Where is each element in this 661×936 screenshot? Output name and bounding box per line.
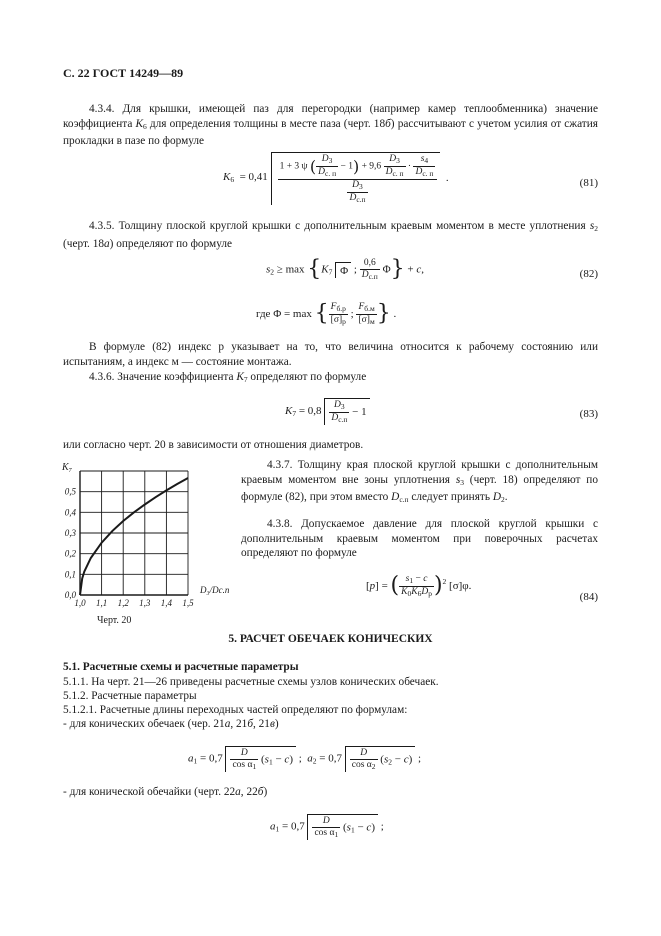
chart-y-tick-label: 0,3 bbox=[64, 528, 76, 538]
chart-x-tick-label: 1,5 bbox=[182, 598, 194, 608]
paragraph-4-3-4: 4.3.4. Для крышки, имеющей паз для перегородки (например камер теплообменника) значение коэффициента $K_6$ для определения толщины в месте паза (черт. 18б) рассчитывают с учетом усилия от сжатия прокладки в пазе по формуле bbox=[63, 103, 598, 148]
chart-x-tick-label: 1,0 bbox=[74, 598, 86, 608]
equation-number-82: (82) bbox=[579, 268, 598, 280]
list-item-cone-22: - для конической обечайки (черт. 22а, 22б) bbox=[63, 786, 268, 798]
chart-y-tick-label: 0,4 bbox=[64, 507, 76, 518]
page-header: С. 22 ГОСТ 14249—89 bbox=[63, 66, 184, 80]
chart-grid bbox=[80, 471, 188, 595]
chart-series-line bbox=[80, 478, 188, 595]
paragraph-4-3-8: 4.3.8. Допускаемое давление для плоской круглой крышки с дополнительным краевым моментом при поверочных расчетах определяют по формуле bbox=[241, 518, 598, 560]
paragraph-5-1-1: 5.1.1. На черт. 21—26 приведены расчетные схемы узлов конических обечаек. bbox=[63, 676, 439, 688]
subsection-5-1: 5.1. Расчетные схемы и расчетные параметры bbox=[63, 661, 299, 673]
formula-82-phi: где Φ = max { $\frac{F_{б.р}}{[\sigma]_р}$ ; $\frac{F_{б.м}}{[\sigma]_м}$ } . bbox=[256, 301, 397, 327]
formula-a1-a2: $a_1 = 0,7$ $\frac{D}{\cos \alpha_1}$ $(s_1 - c)$ ; $a_2 = 0,7$ $\frac{D}{\cos \alpha_2}$ $(s_2 - c)$ ; bbox=[188, 748, 422, 771]
equation-number-84: (84) bbox=[579, 591, 598, 603]
chart-caption: Черт. 20 bbox=[97, 615, 132, 626]
chart-x-tick-label: 1,1 bbox=[95, 598, 108, 608]
chart-xlabel: D₃/Dс.п bbox=[200, 585, 230, 595]
section-title-5: 5. РАСЧЕТ ОБЕЧАЕК КОНИЧЕСКИХ bbox=[228, 633, 433, 645]
chart-20 bbox=[60, 458, 235, 618]
equation-number-83: (83) bbox=[579, 408, 598, 420]
paragraph-4-3-5: 4.3.5. Толщину плоской круглой крышки с дополнительным краевым моментом в месте уплотнения $s_2$ (черт. 18а) определяют по формуле bbox=[63, 220, 598, 250]
paragraph-4-3-6: 4.3.6. Значение коэффициента $K_7$ определяют по формуле bbox=[89, 371, 367, 384]
chart-x-tick-label: 1,4 bbox=[160, 598, 173, 608]
formula-82: $s_2 \ge \max \{K_7$ Φ ; $\frac{0,6}{D_{с.п}}$ Φ} + c, bbox=[266, 256, 424, 282]
chart-y-tick-label: 0,2 bbox=[64, 548, 76, 559]
chart-x-tick-label: 1,2 bbox=[117, 598, 129, 608]
equation-number-81: (81) bbox=[579, 177, 598, 189]
formula-83: $K_7 = 0,8$ $\frac{D_3}{D_{с.п}}$ − 1 bbox=[285, 398, 370, 425]
chart-ylabel: K₇ bbox=[62, 462, 73, 473]
chart-tick-labels bbox=[65, 487, 194, 608]
chart-y-tick-label: 0,1 bbox=[64, 569, 76, 580]
chart-y-tick-label: 0,5 bbox=[64, 486, 76, 497]
paragraph-5-1-2: 5.1.2. Расчетные параметры bbox=[63, 690, 197, 702]
list-item-cones-21: - для конических обечаек (чер. 21а, 21б, 21в) bbox=[63, 718, 279, 730]
chart-y-tick-label: 0,0 bbox=[64, 590, 76, 600]
formula-81: $K_6 = 0,41$ 1 + 3 ψ ( $\frac{D_3}{D_{с. п}}$ − 1) + 9,6 $\frac{D_3}{D_{с. п}}$ · $\frac{s_4}{D_{с. п}}$ $\frac{D_3}{D_{с.п}}$ . bbox=[223, 154, 449, 204]
chart-x-tick-label: 1,3 bbox=[139, 598, 151, 608]
paragraph-4-3-6-note: или согласно черт. 20 в зависимости от отношения диаметров. bbox=[63, 439, 364, 451]
formula-84: [p] = ( $\frac{s_1 - c}{K_0K_6D_р}$ )$^2$ [σ]φ. bbox=[366, 573, 472, 599]
formula-a1: $a_1 = 0,7$ $\frac{D}{\cos \alpha_1}$ $(s_1 - c)$ ; bbox=[270, 816, 384, 839]
paragraph-5-1-2-1: 5.1.2.1. Расчетные длины переходных частей определяют по формулам: bbox=[63, 704, 408, 716]
paragraph-4-3-7: 4.3.7. Толщину края плоской круглой крышки с дополнительным краевым моментом вне зоны уплотнения $s_3$ (черт. 18) определяют по формуле (82), при этом вместо $D_{с.п}$ следует принять $D_2$. bbox=[241, 459, 598, 505]
paragraph-4-3-5-note: В формуле (82) индекс р указывает на то, что величина относится к рабочему состоянию или испытаниям, а индекс м — состояние монтажа. bbox=[63, 341, 598, 368]
